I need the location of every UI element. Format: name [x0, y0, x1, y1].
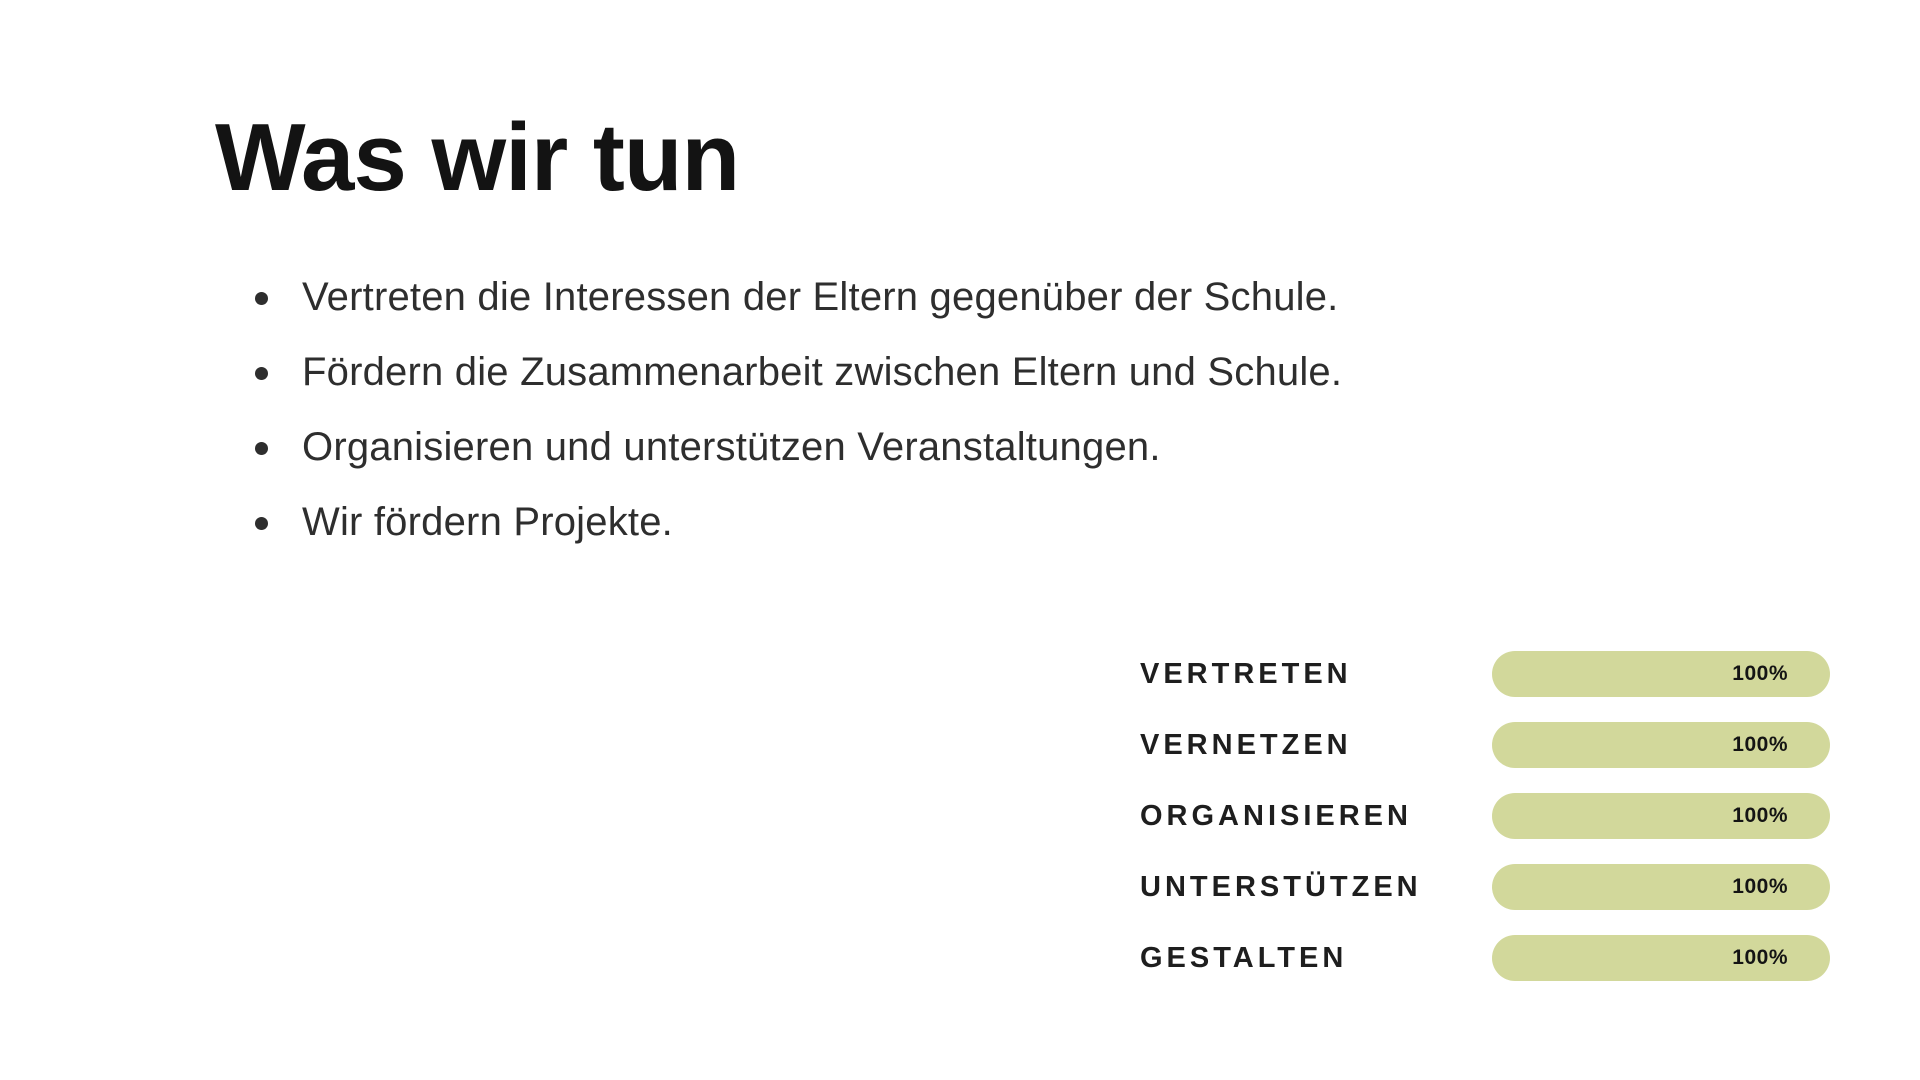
bullet-text: Wir fördern Projekte.	[302, 500, 673, 544]
skill-label: VERTRETEN	[1140, 657, 1352, 690]
bullet-icon	[255, 517, 268, 530]
progress-bar	[1492, 793, 1830, 839]
bullet-icon	[255, 367, 268, 380]
list-item	[255, 335, 1342, 410]
page-title: Was wir tun	[215, 104, 740, 211]
progress-value: 100%	[1732, 804, 1788, 827]
progress-bar	[1492, 722, 1830, 768]
skill-label: UNTERSTÜTZEN	[1140, 870, 1422, 903]
skill-row	[1140, 935, 1830, 981]
skill-label: VERNETZEN	[1140, 728, 1352, 761]
skill-label: ORGANISIEREN	[1140, 799, 1412, 832]
skill-row	[1140, 793, 1830, 839]
progress-value: 100%	[1732, 875, 1788, 898]
bullet-text: Vertreten die Interessen der Eltern gegenüber der Schule.	[302, 275, 1339, 319]
skill-row	[1140, 864, 1830, 910]
bullet-icon	[255, 292, 268, 305]
list-item	[255, 260, 1342, 335]
skills-chart	[1140, 651, 1830, 1006]
bullet-list	[255, 260, 1342, 560]
skill-label: GESTALTEN	[1140, 941, 1348, 974]
list-item	[255, 485, 1342, 560]
progress-bar	[1492, 935, 1830, 981]
list-item	[255, 410, 1342, 485]
skill-row	[1140, 651, 1830, 697]
progress-value: 100%	[1732, 662, 1788, 685]
bullet-text: Organisieren und unterstützen Veranstaltungen.	[302, 425, 1161, 469]
bullet-icon	[255, 442, 268, 455]
progress-bar	[1492, 864, 1830, 910]
progress-value: 100%	[1732, 733, 1788, 756]
progress-value: 100%	[1732, 946, 1788, 969]
skill-row	[1140, 722, 1830, 768]
bullet-text: Fördern die Zusammenarbeit zwischen Eltern und Schule.	[302, 350, 1343, 394]
progress-bar	[1492, 651, 1830, 697]
